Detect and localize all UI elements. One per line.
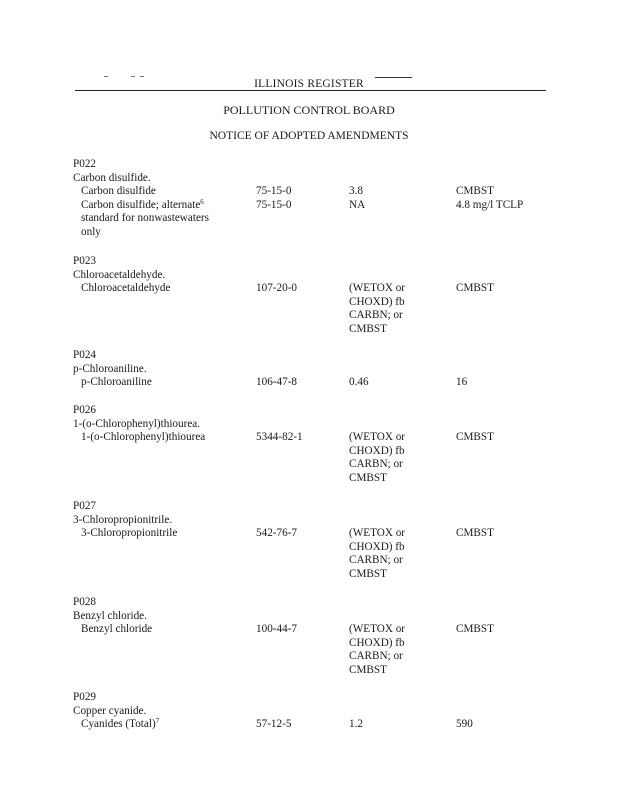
chemical-name: Benzyl chloride. <box>73 609 147 622</box>
wastewater-standard-continued: CHOXD) fb <box>349 295 405 308</box>
register-title: ILLINOIS REGISTER <box>254 78 364 90</box>
waste-code: P024 <box>73 349 97 361</box>
constituent-row <box>73 527 553 541</box>
waste-code: P028 <box>73 596 97 608</box>
constituent-name: Benzyl chloride <box>81 623 153 635</box>
waste-code: P026 <box>73 404 97 416</box>
constituent-name: 1-(o-Chlorophenyl)thiourea <box>81 431 206 443</box>
nonwastewater-standard: CMBST <box>456 185 494 197</box>
constituent-name: Carbon disulfide <box>81 185 156 197</box>
wastewater-standard-continued: CHOXD) fb <box>349 444 405 457</box>
cas-number: 100-44-7 <box>256 623 298 635</box>
chemical-name: Carbon disulfide. <box>73 171 151 184</box>
constituent-row <box>73 185 553 199</box>
header-rule <box>75 90 546 91</box>
constituent-row <box>73 199 553 213</box>
wastewater-standard-continued: CARBN; or <box>349 650 403 662</box>
waste-code-section <box>73 500 553 581</box>
scan-mark <box>140 76 144 77</box>
wastewater-standard: 0.46 <box>349 376 369 388</box>
constituent-row <box>73 282 553 296</box>
cas-number: 542-76-7 <box>256 527 298 539</box>
nonwastewater-standard: CMBST <box>456 527 494 539</box>
cas-number: 106-47-8 <box>256 376 298 388</box>
board-title: POLLUTION CONTROL BOARD <box>223 103 395 117</box>
wastewater-standard-continued: CARBN; or <box>349 309 403 321</box>
waste-code-section <box>73 691 553 732</box>
cas-number: 75-15-0 <box>256 198 292 211</box>
nonwastewater-standard: CMBST <box>456 431 494 443</box>
constituent-row <box>73 431 553 445</box>
constituent-row <box>73 376 553 390</box>
constituent-name-continued: only <box>81 225 101 238</box>
wastewater-standard-continued: CARBN; or <box>349 458 403 470</box>
waste-code-section <box>73 404 553 485</box>
scan-mark <box>131 76 135 77</box>
waste-code-section <box>73 349 553 390</box>
constituent-name: 3-Chloropropionitrile <box>81 527 178 539</box>
chemical-name: Copper cyanide. <box>73 704 147 717</box>
chemical-name: Chloroacetaldehyde. <box>73 268 166 281</box>
constituent-name: p-Chloroaniline <box>81 376 152 388</box>
wastewater-standard-continued: CHOXD) fb <box>349 540 405 553</box>
nonwastewater-standard: CMBST <box>456 623 494 635</box>
waste-code: P027 <box>73 500 97 512</box>
constituent-row <box>73 623 553 637</box>
wastewater-standard-continued: CMBST <box>349 471 387 484</box>
wastewater-standard-continued: CMBST <box>349 322 387 335</box>
notice-title: NOTICE OF ADOPTED AMENDMENTS <box>209 130 409 142</box>
constituent-name: Cyanides (Total)$^7$ <box>81 717 160 730</box>
chemical-name: 3-Chloropropionitrile. <box>73 513 173 526</box>
waste-code: P029 <box>73 691 97 703</box>
wastewater-standard: 3.8 <box>349 185 363 197</box>
waste-code-section <box>73 596 553 677</box>
waste-code: P023 <box>73 255 97 267</box>
wastewater-standard: 1.2 <box>349 718 363 730</box>
constituent-name-continued: standard for nonwastewaters <box>81 212 209 224</box>
chemical-name: p-Chloroaniline. <box>73 362 147 375</box>
wastewater-standard-continued: CMBST <box>349 663 387 676</box>
nonwastewater-standard: 590 <box>456 718 473 730</box>
cas-number: 107-20-0 <box>256 282 298 294</box>
wastewater-standard: (WETOX or <box>349 623 406 635</box>
waste-code-section <box>73 158 553 239</box>
wastewater-standard-continued: CHOXD) fb <box>349 636 405 649</box>
scan-mark <box>104 76 108 77</box>
wastewater-standard: NA <box>349 198 366 211</box>
cas-number: 57-12-5 <box>256 718 292 730</box>
constituent-name: Carbon disulfide; alternate$^6$ <box>81 197 204 211</box>
constituent-name: Chloroacetaldehyde <box>81 282 171 294</box>
nonwastewater-standard: 16 <box>456 376 468 388</box>
cas-number: 5344-82-1 <box>256 431 303 443</box>
wastewater-standard-continued: CARBN; or <box>349 554 403 566</box>
wastewater-standard: (WETOX or <box>349 527 406 539</box>
waste-code-section <box>73 255 553 336</box>
constituent-row <box>73 718 553 732</box>
nonwastewater-standard: 4.8 mg/l TCLP <box>456 198 524 211</box>
wastewater-standard: (WETOX or <box>349 431 406 443</box>
footnote-marker: 6 <box>200 197 204 206</box>
wastewater-standard-continued: CMBST <box>349 567 387 580</box>
nonwastewater-standard: CMBST <box>456 282 494 294</box>
waste-code: P022 <box>73 158 97 170</box>
footnote-marker: 7 <box>155 717 160 725</box>
cas-number: 75-15-0 <box>256 185 292 197</box>
chemical-name: 1-(o-Chlorophenyl)thiourea. <box>73 417 201 430</box>
wastewater-standard: (WETOX or <box>349 282 406 294</box>
